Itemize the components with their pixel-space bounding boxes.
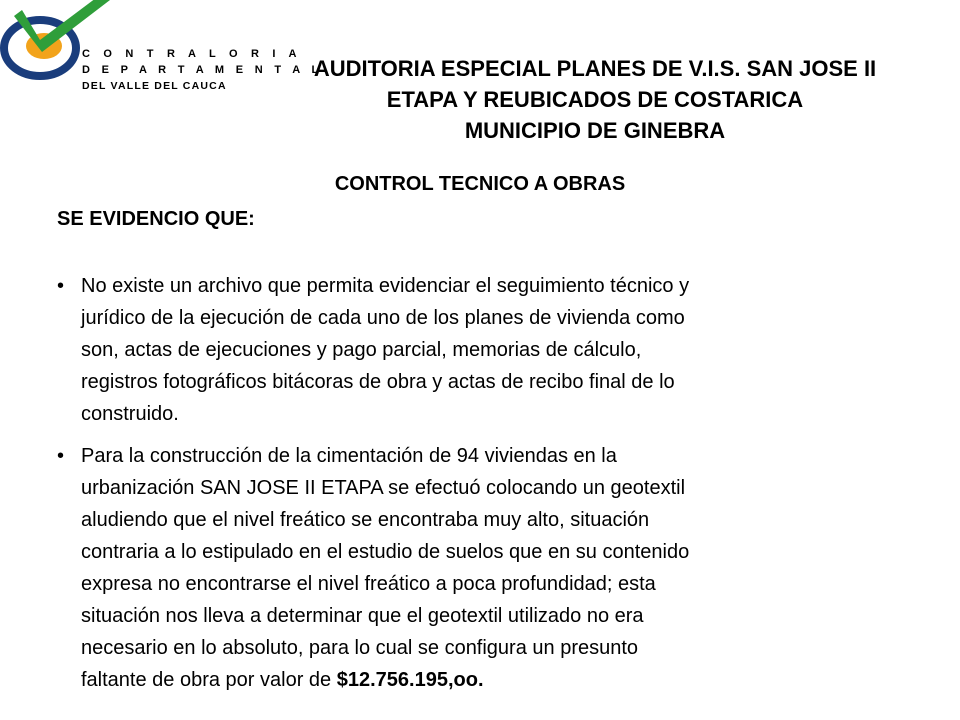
finding-2-line: situación nos lleva a determinar que el geotextil utilizado no era: [81, 605, 644, 627]
finding-1-line: • No existe un archivo que permita evidenciar el seguimiento técnico y: [81, 275, 690, 297]
contraloria-logo: [0, 0, 323, 120]
finding-2-line: • Para la construcción de la cimentación de 94 viviendas en la: [81, 445, 617, 467]
logo-text-line-2: D E P A R T A M E N T A L: [82, 64, 323, 76]
finding-2-line: expresa no encontrarse el nivel freático a poca profundidad; esta: [81, 573, 656, 595]
finding-2-line: contraria a lo estipulado en el estudio de suelos que en su contenido: [81, 541, 690, 563]
finding-1-line: registros fotográficos bitácoras de obra y actas de recibo final de lo: [81, 371, 675, 393]
finding-item-1: [57, 270, 907, 430]
finding-1-line: construido.: [81, 403, 179, 425]
finding-item-2: [57, 440, 907, 696]
finding-1-line: son, actas de ejecuciones y pago parcial, memorias de cálculo,: [81, 339, 642, 361]
finding-2-line: necesario en lo absoluto, para lo cual se configura un presunto: [81, 637, 639, 659]
finding-1-line: jurídico de la ejecución de cada uno de los planes de vivienda como: [81, 307, 685, 329]
title-line-1: AUDITORIA ESPECIAL PLANES DE V.I.S. SAN JOSE II: [313, 56, 877, 81]
finding-2-amount: $12.756.195,oo.: [336, 669, 484, 691]
finding-2-last-line: [81, 664, 907, 696]
logo-text-line-3: DEL VALLE DEL CAUCA: [82, 80, 227, 92]
evidence-label: SE EVIDENCIO QUE:: [57, 208, 255, 230]
findings-list: [57, 270, 907, 706]
title-line-3: MUNICIPIO DE GINEBRA: [464, 118, 726, 143]
logo-text-line-1: C O N T R A L O R I A: [82, 48, 302, 60]
finding-2-line: aludiendo que el nivel freático se encontraba muy alto, situación: [81, 509, 650, 531]
page-title: [245, 53, 945, 146]
finding-2-line: urbanización SAN JOSE II ETAPA se efectuó colocando un geotextil: [81, 477, 686, 499]
title-line-2: ETAPA Y REUBICADOS DE COSTARICA: [386, 87, 804, 112]
section-subtitle: CONTROL TECNICO A OBRAS: [334, 173, 626, 195]
finding-2-last-line-text: faltante de obra por valor de: [81, 669, 337, 691]
